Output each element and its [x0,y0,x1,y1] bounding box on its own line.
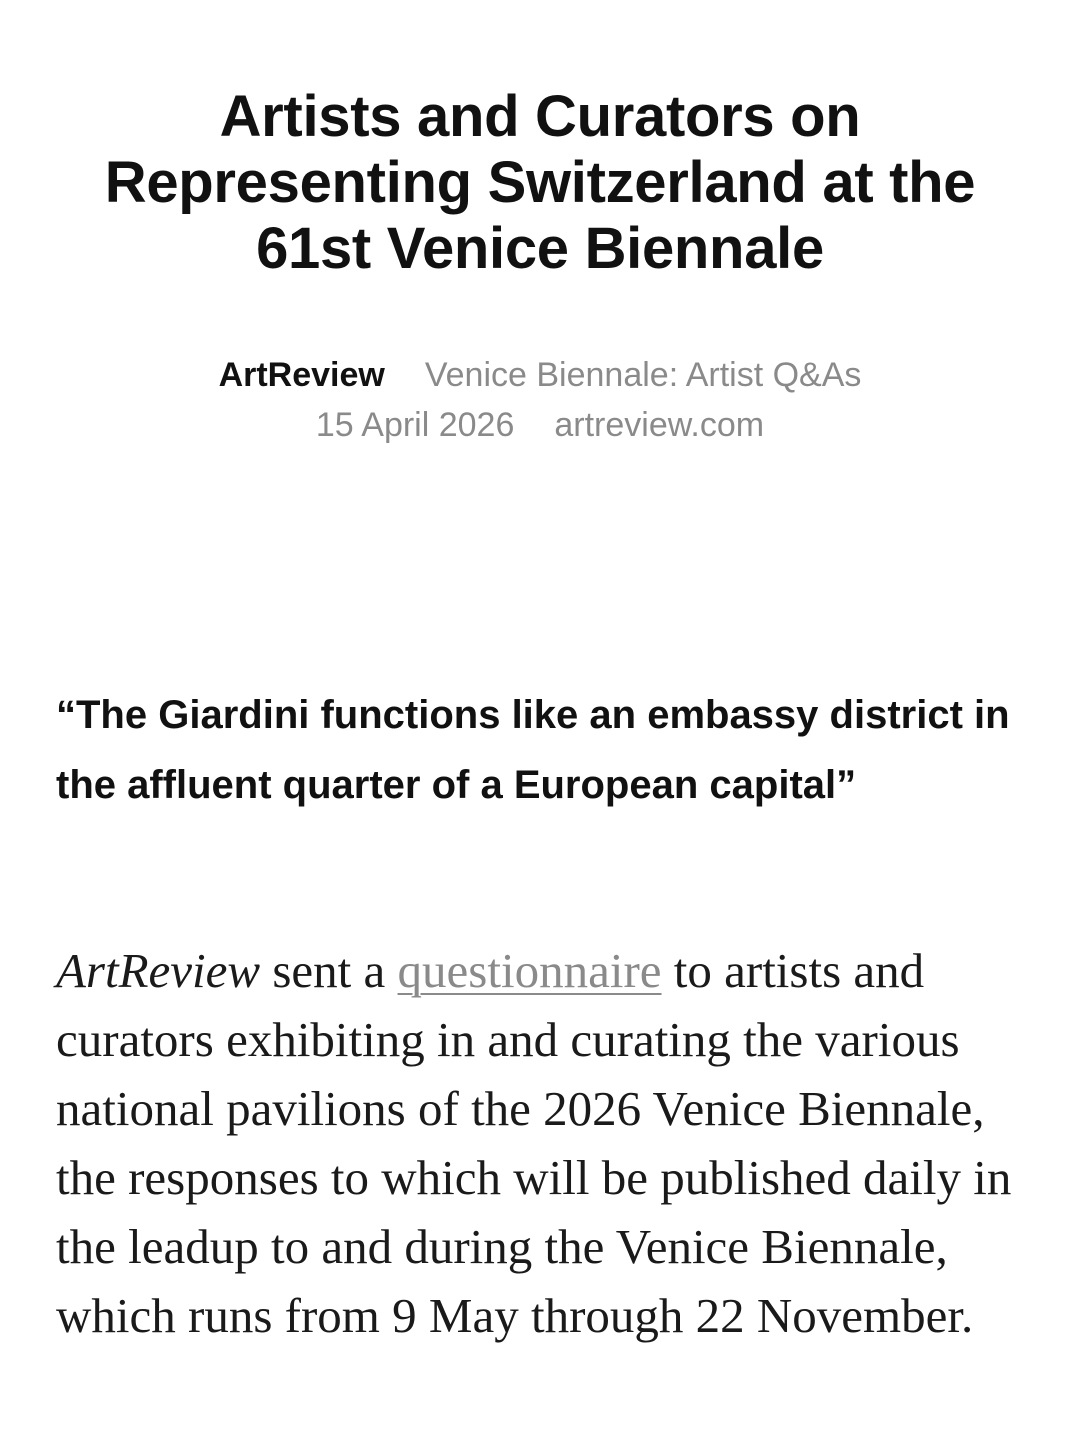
meta-line-2 [60,400,1020,450]
publish-date: 15 April 2026 [315,406,515,444]
publication-name: ArtReview [56,943,261,998]
article-meta [60,350,1020,450]
source-domain[interactable]: artreview.com [554,406,765,444]
meta-line-1 [60,350,1020,400]
publisher-name[interactable]: ArtReview [218,356,385,394]
body-text-before-link: sent a [260,943,398,998]
article-body-paragraph [56,936,1031,1350]
section-link[interactable]: Venice Biennale: Artist Q&As [424,356,862,394]
pull-quote: “The Giardini functions like an embassy district in the affluent quarter of a European capital” [56,693,1010,807]
body-text-after-link: to artists and curators exhibiting in and curating the various national pavilions of the 2026 Venice Biennale, the responses to which will be published daily in the leadup to and during the Venice Biennale, which runs from 9 May through 22 November. [56,943,1012,1343]
article-title: Artists and Curators on Representing Switzerland at the 61st Venice Biennale [104,84,976,281]
questionnaire-link[interactable]: questionnaire [397,943,662,998]
